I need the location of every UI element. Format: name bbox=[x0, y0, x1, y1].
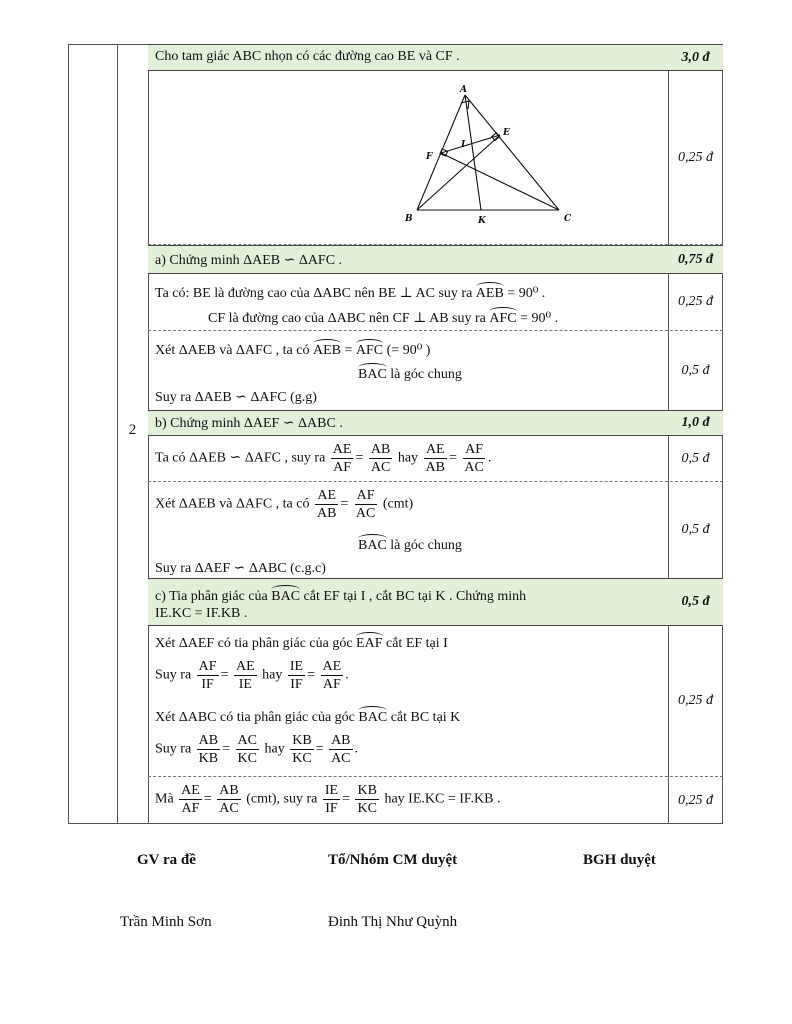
signature-gv-name: Trần Minh Sơn bbox=[120, 914, 212, 930]
part-a-title: a) Chứng minh ΔAEB ∽ ΔAFC . bbox=[155, 253, 343, 268]
part-a-score: 0,75 đ bbox=[678, 251, 713, 267]
label-I: I bbox=[461, 140, 466, 150]
signature-bgh-title: BGH duyệt bbox=[583, 852, 656, 868]
part-c-score: 0,5 đ bbox=[681, 594, 710, 609]
part-a-step1: Ta có: BE là đường cao của ΔABC nên BE ⊥ AC suy ra AEB = 90⁰ . CF là đường cao của ΔABC nên CF ⊥ AB suy ra AFC = 90⁰ . 0,25 đ bbox=[148, 274, 723, 331]
question-number: 2 bbox=[128, 422, 137, 438]
signature-to-title: Tổ/Nhóm CM duyệt bbox=[328, 852, 458, 868]
part-c-step1: Xét ΔAEF có tia phân giác của góc EAF cắt EF tại I Suy ra $\frac{AF}{IF}$ = $\frac{AE}{IE}$ hay $\frac{IE}{IF}$ = $\frac{AE}{AF}$ . Xét ΔABC có tia phân giác của góc BAC cắt BC tại K Suy ra $\frac{AB}{KB}$ = $\frac{AC}{KC}$ hay $\frac{KB}{KC}$ = $\frac{AB}{AC}$ . 0,25 đ bbox=[148, 626, 723, 777]
part-c-step2-score: 0,25 đ bbox=[678, 792, 713, 808]
label-C: C bbox=[564, 214, 572, 224]
part-b-score: 1,0 đ bbox=[681, 415, 710, 430]
intro-text: Cho tam giác ABC nhọn có các đường cao BE và CF . bbox=[155, 49, 460, 64]
intro-row bbox=[148, 44, 723, 71]
figure-row bbox=[148, 71, 723, 245]
answer-table bbox=[68, 44, 723, 824]
label-F: F bbox=[426, 152, 433, 162]
part-b-step2-score: 0,5 đ bbox=[681, 522, 710, 537]
signature-to-name: Đinh Thị Như Quỳnh bbox=[328, 914, 458, 930]
part-b-step2: Xét ΔAEB và ΔAFC , ta có $\frac{AE}{AB}$ = $\frac{AF}{AC}$ (cmt) BAC là góc chung Suy ra ΔAEF ∽ ΔABC (c.g.c) 0,5 đ bbox=[148, 482, 723, 578]
part-c-header: c) Tia phân giác của BAC cắt EF tại I , cắt BC tại K . Chứng minh IE.KC = IF.KB . 0,5 đ bbox=[148, 578, 723, 626]
figure-score: 0,25 đ bbox=[678, 149, 713, 165]
part-a-step2-score: 0,5 đ bbox=[681, 362, 710, 378]
part-a-step1-score: 0,25 đ bbox=[678, 294, 713, 309]
part-b-step1-score: 0,5 đ bbox=[681, 450, 710, 466]
part-b-step1: Ta có ΔAEB ∽ ΔAFC , suy ra $\frac{AE}{AF}$ = $\frac{AB}{AC}$ hay $\frac{AE}{AB}$ = $\frac{AF}{AC}$ . 0,5 đ bbox=[148, 436, 723, 482]
triangle-figure bbox=[313, 75, 572, 245]
label-A: A bbox=[460, 85, 467, 95]
part-b-title: b) Chứng minh ΔAEF ∽ ΔABC . bbox=[155, 416, 343, 431]
part-a-header bbox=[148, 245, 723, 274]
label-K: K bbox=[478, 216, 486, 226]
part-a-step2: Xét ΔAEB và ΔAFC , ta có AEB = AFC (= 90⁰ ) BAC là góc chung Suy ra ΔAEB ∽ ΔAFC (g.g) 0,5 đ bbox=[148, 331, 723, 410]
label-B: B bbox=[405, 214, 413, 224]
part-b-header bbox=[148, 410, 723, 436]
label-E: E bbox=[503, 128, 510, 138]
part-c-step1-score: 0,25 đ bbox=[678, 693, 713, 708]
intro-score: 3,0 đ bbox=[681, 49, 710, 65]
signature-gv-title: GV ra đề bbox=[137, 852, 196, 868]
part-c-step2: Mà $\frac{AE}{AF}$ = $\frac{AB}{AC}$ (cmt), suy ra $\frac{IE}{IF}$ = $\frac{KB}{KC}$ hay IE.KC = IF.KB . 0,25 đ bbox=[148, 777, 723, 824]
